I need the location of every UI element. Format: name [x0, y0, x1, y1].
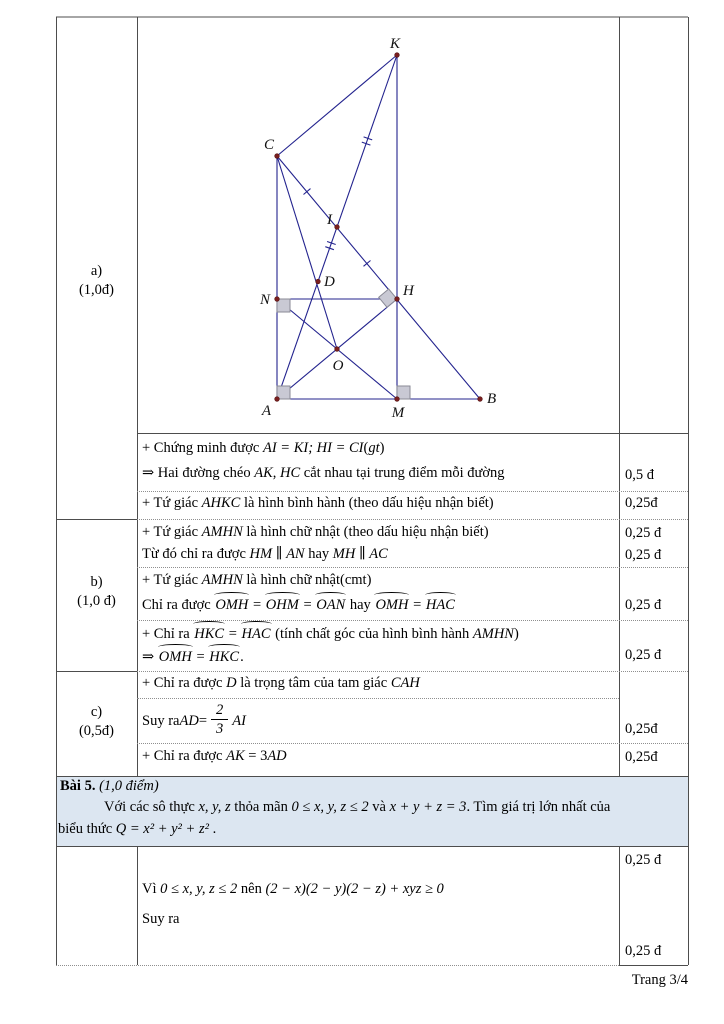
score-a2: 0,25đ — [625, 495, 658, 511]
math-segment: AN — [286, 546, 305, 562]
score-b3: 0,25 đ — [625, 647, 662, 663]
rubric-line-b3-1 — [142, 623, 614, 644]
point-A — [275, 397, 280, 402]
math-segment: x + y + z = 3 — [389, 799, 467, 815]
score-column-border-upper — [619, 17, 620, 776]
row-sep — [137, 567, 688, 568]
problem-5-statement-1 — [104, 798, 610, 817]
rubric-line-a1-1 — [142, 439, 614, 458]
angle-hat: OMH — [214, 594, 249, 615]
score-b1b: 0,25 đ — [625, 547, 662, 563]
label-column-border-lower — [137, 846, 138, 965]
angle-hat: OMH — [158, 646, 193, 667]
text-segment: ⇒ Hai đường chéo — [142, 465, 255, 481]
rubric-line-c1 — [142, 674, 614, 693]
text-segment: = — [192, 649, 209, 665]
score-e2: 0,25 đ — [625, 943, 662, 959]
math-segment: AK — [226, 748, 245, 764]
score-e1: 0,25 đ — [625, 852, 662, 868]
text-segment: thỏa mãn — [230, 799, 292, 815]
label-I: I — [327, 212, 332, 228]
text-segment: + Chỉ ra được — [142, 675, 227, 691]
point-M — [395, 397, 400, 402]
fraction-numerator: 2 — [211, 702, 228, 720]
point-O — [335, 347, 340, 352]
math-segment: AK — [254, 465, 273, 481]
table-top-border — [56, 16, 688, 18]
section-b-points: (1,0 đ) — [77, 593, 116, 609]
row-sep — [137, 519, 688, 520]
label-B: B — [487, 391, 497, 407]
label-N: N — [259, 292, 270, 308]
section-a-id: a) — [90, 263, 103, 279]
text-segment: là hình chữ nhật(cmt) — [242, 572, 372, 588]
solution-line-2: Suy ra — [142, 911, 180, 927]
point-N — [275, 297, 280, 302]
text-segment: hay — [304, 546, 333, 562]
text-segment: là hình bình hành (theo dấu hiệu nhận biết) — [240, 495, 494, 511]
angle-hat: OAN — [315, 594, 346, 615]
text-segment: = — [198, 712, 207, 729]
angle-hat: HAC — [241, 623, 272, 644]
text-segment: ) — [513, 626, 519, 642]
rubric-line-b2-1 — [142, 571, 614, 590]
math-segment: Q = x² + y² + z² — [115, 821, 209, 837]
table-right-border — [688, 17, 689, 965]
math-segment: AI = KI; HI = CI — [262, 440, 364, 456]
section-c-id: c) — [90, 704, 103, 720]
table-left-border — [56, 17, 57, 965]
problem-5-title — [60, 777, 159, 796]
math-segment: AD — [267, 748, 287, 764]
text-segment: cắt nhau tại trung điểm mỗi đường — [300, 465, 505, 481]
math-segment: (2 − x)(2 − y)(2 − z) + xyz ≥ 0 — [265, 881, 444, 897]
math-segment: x, y, z — [198, 799, 231, 815]
row-sep — [137, 743, 688, 744]
point-I — [335, 225, 340, 230]
score-column-border-lower — [619, 846, 620, 965]
label-C: C — [263, 137, 274, 153]
figure-row-bottom — [137, 433, 688, 434]
score-c3: 0,25đ — [625, 749, 658, 765]
text-segment: . Tìm giá trị lớn nhất của — [466, 799, 611, 815]
label-A: A — [261, 403, 271, 419]
math-segment: HC — [280, 465, 301, 481]
row-sep — [137, 698, 619, 699]
point-H — [395, 297, 400, 302]
text-segment: biểu thức — [58, 821, 116, 837]
row-sep — [137, 671, 688, 672]
text-segment: ( — [363, 440, 369, 456]
rubric-line-b2-2 — [142, 594, 614, 615]
problem-weight: (1,0 điểm) — [95, 778, 159, 794]
text-segment: = — [409, 597, 425, 613]
label-H: H — [403, 283, 414, 299]
math-segment: D — [226, 675, 237, 691]
text-segment: là hình chữ nhật (theo dấu hiệu nhận biết) — [242, 524, 489, 540]
rubric-line-c2 — [142, 700, 614, 742]
math-segment: AD — [179, 712, 199, 729]
text-segment: nên — [237, 881, 266, 897]
angle-hat: HAC — [425, 594, 456, 615]
rubric-line-b1-2 — [142, 545, 614, 564]
table-bottom-border-right — [619, 965, 688, 966]
score-b2: 0,25 đ — [625, 597, 662, 613]
row-sep — [137, 491, 688, 492]
angle-hat: HKC — [208, 646, 240, 667]
section-b-label — [56, 573, 137, 611]
table-bottom-border-left — [56, 965, 619, 966]
text-segment: = — [299, 597, 316, 613]
score-b1a: 0,25 đ — [625, 525, 662, 541]
section-a-label — [56, 262, 137, 300]
text-segment: Với các sô thực — [104, 799, 199, 815]
math-segment: AC — [369, 546, 388, 562]
text-segment: . — [240, 649, 244, 665]
text-segment: và — [368, 799, 390, 815]
geometry-figure — [137, 17, 619, 433]
text-segment: (tính chất góc của hình bình hành — [271, 626, 473, 642]
angle-hat: OHM — [265, 594, 300, 615]
math-segment: AMHN — [472, 626, 514, 642]
text-segment: = — [249, 597, 265, 613]
section-c-label — [56, 703, 137, 741]
math-segment: AHKC — [201, 495, 241, 511]
score-a1: 0,5 đ — [625, 467, 654, 483]
point-K — [395, 53, 400, 58]
text-segment: Suy ra — [142, 712, 180, 729]
fraction-denominator: 3 — [216, 720, 224, 737]
label-K: K — [389, 36, 401, 52]
rubric-line-a1-2 — [142, 464, 614, 483]
rubric-line-a2 — [142, 494, 614, 513]
text-segment: + Chỉ ra — [142, 626, 194, 642]
right-angle-marker-M — [397, 386, 410, 399]
section-a-points: (1,0đ) — [78, 282, 115, 298]
text-segment: + Chỉ ra được — [142, 748, 227, 764]
text-segment: + Tứ giác — [142, 572, 202, 588]
text-segment: = 3 — [244, 748, 268, 764]
text-segment: . — [208, 821, 217, 837]
math-segment: AMHN — [201, 572, 243, 588]
rubric-line-b1-1 — [142, 523, 614, 542]
right-angle-marker-A — [277, 386, 290, 399]
fraction — [211, 702, 228, 737]
math-segment: AMHN — [201, 524, 243, 540]
right-angle-marker-H — [379, 289, 397, 307]
segment-CB — [277, 156, 480, 399]
section-b-c-sep — [56, 671, 137, 672]
text-segment: Chỉ ra được — [142, 597, 215, 613]
text-segment: ∥ — [355, 546, 370, 562]
point-B — [478, 397, 483, 402]
math-segment: MH — [332, 546, 356, 562]
math-segment: 0 ≤ x, y, z ≤ 2 — [291, 799, 369, 815]
math-segment: HM — [249, 546, 273, 562]
section-c-points: (0,5đ) — [78, 723, 115, 739]
math-segment: AI — [232, 712, 246, 729]
angle-hat: OMH — [374, 594, 409, 615]
point-C — [275, 154, 280, 159]
rubric-line-c3 — [142, 747, 614, 766]
text-segment: ∥ — [272, 546, 287, 562]
solution-line-1 — [142, 880, 614, 899]
point-D — [316, 279, 321, 284]
section-a-b-sep — [56, 519, 137, 520]
text-segment: + Chứng minh được — [142, 440, 263, 456]
text-segment: , — [272, 465, 281, 481]
text-segment: Từ đó chỉ ra được — [142, 546, 250, 562]
text-segment: Vì — [142, 881, 161, 897]
text-segment: ) — [379, 440, 385, 456]
problem-number: Bài 5. — [60, 778, 96, 794]
text-segment: ⇒ — [142, 649, 158, 665]
text-segment: hay — [346, 597, 375, 613]
text-segment: + Tứ giác — [142, 495, 202, 511]
math-segment: CAH — [390, 675, 420, 691]
label-O: O — [332, 358, 344, 374]
section-b-id: b) — [90, 574, 103, 590]
right-angle-marker-N — [277, 299, 290, 312]
math-segment: 0 ≤ x, y, z ≤ 2 — [160, 881, 238, 897]
rubric-line-b3-2 — [142, 646, 614, 667]
label-D: D — [324, 274, 335, 290]
text-segment: + Tứ giác — [142, 524, 202, 540]
problem-5-statement-2 — [58, 820, 216, 839]
label-M: M — [391, 405, 405, 421]
text-segment: là trọng tâm của tam giác — [236, 675, 391, 691]
label-column-border-upper — [137, 17, 138, 776]
problem-5-bottom-border — [56, 846, 688, 847]
math-segment: gt — [368, 440, 380, 456]
score-c12: 0,25đ — [625, 721, 658, 737]
angle-hat: HKC — [193, 623, 225, 644]
page-number: Trang 3/4 — [631, 972, 688, 988]
text-segment: = — [225, 626, 241, 642]
